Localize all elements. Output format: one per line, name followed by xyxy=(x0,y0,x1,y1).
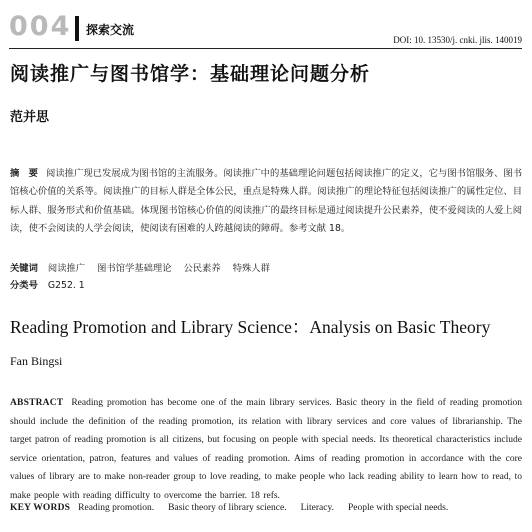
keywords-chinese-label: 关键词 xyxy=(10,263,38,274)
abstract-english xyxy=(10,394,522,505)
title-english: Reading Promotion and Library Science：Analysis on Basic Theory xyxy=(10,317,491,337)
author-english: Fan Bingsi xyxy=(10,354,63,368)
keywords-chinese xyxy=(10,262,282,276)
classification-number xyxy=(10,279,85,293)
header-rule xyxy=(9,48,522,49)
keywords-english xyxy=(10,501,462,515)
keyword-english: Literacy. xyxy=(300,503,334,513)
keyword-english: Basic theory of library science. xyxy=(168,503,287,513)
abstract-chinese-label: 摘 要 xyxy=(10,168,39,179)
classification-value: G252. 1 xyxy=(47,280,85,291)
abstract-chinese-text: 阅读推广现已发展成为图书馆的主流服务。阅读推广中的基础理论问题包括阅读推广的定义，它与图书馆服务、图书馆核心价值的关系等。阅读推广的目标人群是全体公民，重点是特殊人群。阅读推广的理论特征包括阅读推广的属性定位、目标人群、服务形式和价值基础。体现图书馆核心价值的阅读推广的最终目标是通过阅读提升公民素养，使不爱阅读的人爱上阅读，使不会阅读的人学会阅读，使阅读有困难的人跨越阅读的障碍。参考文献 18。 xyxy=(10,168,522,235)
classification-label: 分类号 xyxy=(10,280,38,291)
abstract-chinese xyxy=(10,165,522,239)
page-number: 004 xyxy=(9,11,72,42)
keyword-chinese: 阅读推广 xyxy=(47,263,86,274)
keyword-chinese: 公民素养 xyxy=(183,263,221,274)
abstract-english-label: ABSTRACT xyxy=(10,398,64,408)
title-chinese: 阅读推广与图书馆学：基础理论问题分析 xyxy=(10,63,371,85)
doi-text: DOI: 10. 13530/j. cnki. jlis. 140019 xyxy=(393,35,522,45)
keywords-english-label: KEY WORDS xyxy=(10,503,71,513)
keyword-chinese: 图书馆学基础理论 xyxy=(97,263,172,274)
keyword-english: People with special needs. xyxy=(348,503,449,513)
keyword-english: Reading promotion. xyxy=(78,503,155,513)
column-name: 探索交流 xyxy=(86,23,135,37)
author-chinese: 范并思 xyxy=(10,110,50,125)
header-divider-bar xyxy=(75,16,79,41)
abstract-english-text: Reading promotion has become one of the main library services. Basic theory in the field of reading promotion should include the definition of the reading promotion, its relation with library services and core values of librarianship. The target patron of reading promotion is all citizens, but focusing on people with special needs. Its theoretical characteristics include service orientation, patron, features and values of reading promotion. Aims of reading promotion in accordance with the core values of library are to make non-reader group to love reading, to make people who lack reading ability to learn how to read, to make people with reading difficulty to overcome the barrier. 18 refs. xyxy=(10,398,522,501)
page-header xyxy=(9,13,522,47)
keyword-chinese: 特殊人群 xyxy=(232,263,270,274)
